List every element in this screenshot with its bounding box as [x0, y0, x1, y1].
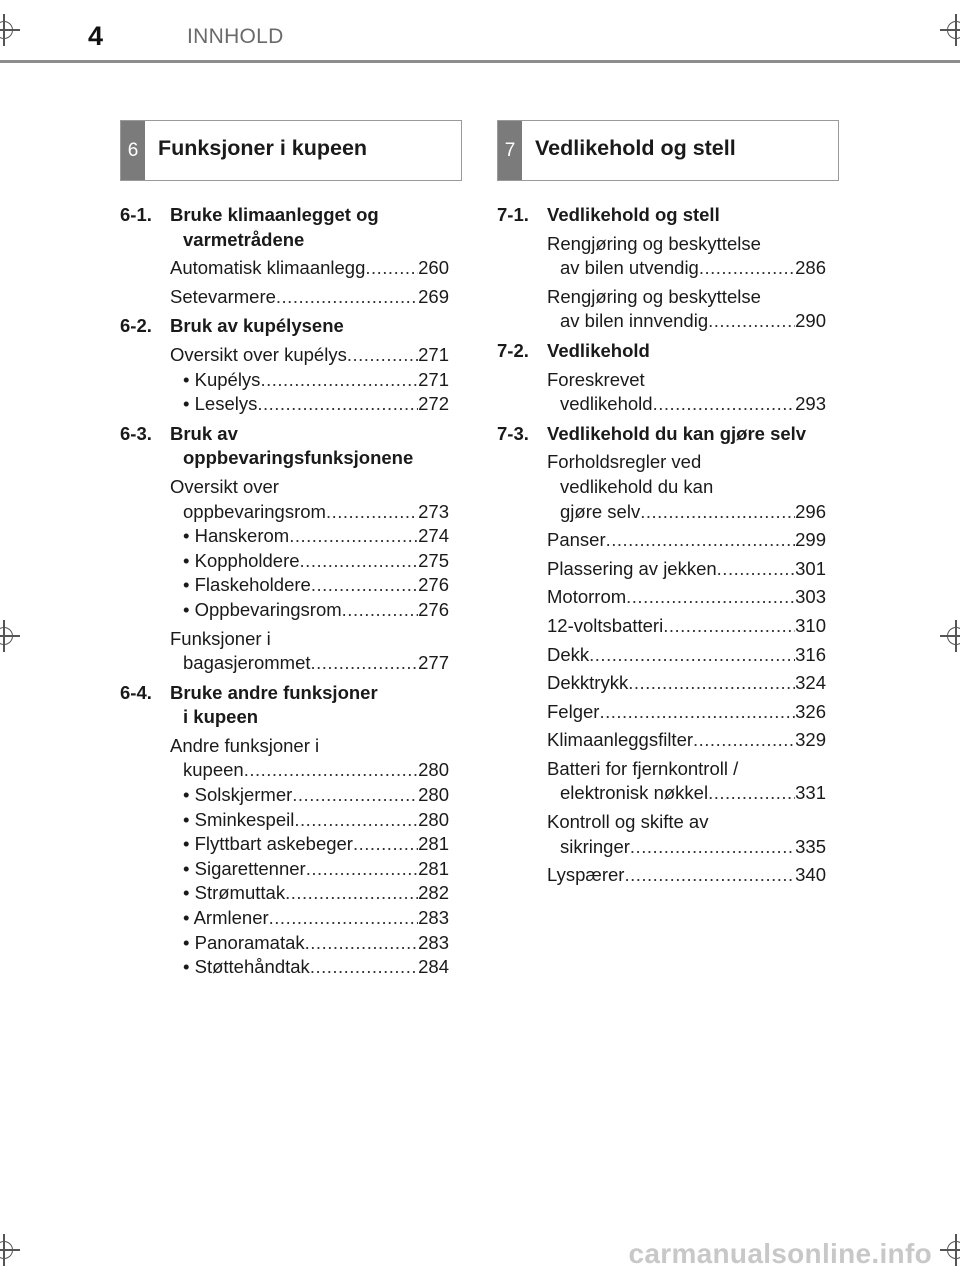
- toc-entry[interactable]: [497, 671, 826, 696]
- toc-page-number: 283: [418, 907, 449, 929]
- toc-entry-line[interactable]: [547, 309, 826, 334]
- dot-leader: [630, 835, 795, 860]
- toc-entry-line[interactable]: [547, 643, 826, 668]
- chapter-title: [170, 204, 449, 252]
- dot-leader: [353, 832, 418, 857]
- dot-leader: [311, 573, 418, 598]
- toc-entry-line[interactable]: [547, 781, 826, 806]
- toc-entry-text: • Kupélys: [183, 368, 261, 390]
- section-title: Funksjoner i kupeen: [158, 136, 368, 160]
- toc-entry-text: Dekk: [547, 643, 590, 665]
- toc-bullet-item[interactable]: [170, 524, 449, 549]
- toc-page-number: 276: [418, 598, 449, 620]
- toc-page-number: 276: [418, 574, 449, 596]
- toc-page-number: 286: [795, 257, 826, 279]
- toc-entry-text: • Flyttbart askebeger: [183, 833, 353, 855]
- dot-leader: [606, 528, 796, 553]
- toc-page-number: 296: [795, 500, 826, 522]
- chapter-title: [547, 423, 806, 444]
- section-number: 7: [498, 121, 522, 180]
- toc-entry[interactable]: [497, 450, 826, 524]
- toc-page-number: 331: [795, 782, 826, 804]
- toc-entry-line[interactable]: [547, 700, 826, 725]
- toc-entry-line[interactable]: [547, 614, 826, 639]
- toc-page-number: 271: [418, 368, 449, 390]
- dot-leader: [699, 256, 795, 281]
- toc-page-number: 326: [795, 700, 826, 722]
- chapter-number: 7-1.: [497, 204, 529, 225]
- dot-leader: [311, 651, 419, 676]
- toc-entry-line[interactable]: [547, 557, 826, 582]
- dot-leader: [708, 309, 795, 334]
- chapter-title: [547, 204, 720, 225]
- toc-page-number: 273: [418, 500, 449, 522]
- toc-entry-text: Kontroll og skifte av: [547, 811, 709, 833]
- toc-entry-line: [547, 757, 826, 782]
- toc-entry-text: oppbevaringsrom: [183, 500, 326, 522]
- dot-leader: [300, 549, 419, 574]
- toc-entry-line: [170, 627, 449, 652]
- toc-bullet-item[interactable]: [170, 955, 449, 980]
- toc-entry-line: [547, 475, 826, 500]
- toc-entry-line[interactable]: [547, 863, 826, 888]
- toc-entry[interactable]: [497, 728, 826, 753]
- toc-entry-line[interactable]: [170, 285, 449, 310]
- toc-entry-text: • Strømuttak: [183, 882, 286, 904]
- toc-entry-line[interactable]: [170, 343, 449, 368]
- toc-page-number: 280: [418, 759, 449, 781]
- toc-page-number: 272: [418, 393, 449, 415]
- toc-entry-line[interactable]: [547, 585, 826, 610]
- toc-entry[interactable]: [497, 368, 826, 417]
- toc-entry[interactable]: [120, 343, 449, 417]
- toc-bullet-item[interactable]: [170, 368, 449, 393]
- toc-entry-line[interactable]: [170, 651, 449, 676]
- toc-page-number: 324: [795, 672, 826, 694]
- chapter-title-line: Bruke andre funksjoner: [170, 681, 378, 703]
- toc-entry-text: elektronisk nøkkel: [560, 782, 709, 804]
- toc-entry-text: Oversikt over kupélys: [170, 343, 347, 365]
- toc-entry-text: • Oppbevaringsrom: [183, 598, 342, 620]
- toc-chapter-heading: [497, 339, 826, 364]
- section-number: 6: [121, 121, 145, 180]
- toc-entry-text: Forholdsregler ved: [547, 451, 702, 473]
- toc-chapter-heading: [497, 203, 826, 228]
- toc-entry-text: Felger: [547, 700, 600, 722]
- toc-entry-line: [170, 734, 449, 759]
- toc-page-number: 335: [795, 835, 826, 857]
- toc-entry[interactable]: [120, 475, 449, 623]
- toc-page-number: 290: [795, 310, 826, 332]
- dot-leader: [289, 524, 418, 549]
- toc-entry-line[interactable]: [547, 728, 826, 753]
- toc-entry[interactable]: [497, 700, 826, 725]
- toc-entry-line[interactable]: [170, 256, 449, 281]
- dot-leader: [260, 368, 418, 393]
- toc-entry-text: Rengjøring og beskyttelse: [547, 285, 761, 307]
- toc-entry-text: Motorrom: [547, 586, 627, 608]
- toc-entry-line[interactable]: [547, 671, 826, 696]
- toc-entry-text: av bilen innvendig: [560, 310, 709, 332]
- toc-entry-text: bagasjerommet: [183, 652, 311, 674]
- toc-page-number: 282: [418, 882, 449, 904]
- toc-entry-text: vedlikehold du kan: [560, 475, 714, 497]
- toc-entry[interactable]: [120, 627, 449, 676]
- toc-entry-text: Batteri for fjernkontroll /: [547, 757, 739, 779]
- dot-leader: [708, 781, 795, 806]
- dot-leader: [347, 343, 418, 368]
- toc-bullet-item[interactable]: [170, 906, 449, 931]
- toc-entry[interactable]: [497, 810, 826, 859]
- toc-bullet-item[interactable]: [170, 573, 449, 598]
- toc-entry[interactable]: [120, 285, 449, 310]
- dot-leader: [663, 614, 795, 639]
- chapter-title: [170, 423, 449, 471]
- toc-entry-line: [547, 810, 826, 835]
- toc-entry-text: Rengjøring og beskyttelse: [547, 232, 761, 254]
- toc-entry-text: • Koppholdere: [183, 549, 300, 571]
- dot-leader: [624, 863, 795, 888]
- toc-entry-text: Lyspærer: [547, 864, 625, 886]
- toc-chapter-heading: [120, 203, 449, 252]
- toc-entry-text: sikringer: [560, 835, 630, 857]
- dot-leader: [292, 783, 418, 808]
- toc-bullet-item[interactable]: [170, 549, 449, 574]
- toc-entry[interactable]: [120, 256, 449, 281]
- dot-leader: [653, 392, 796, 417]
- chapter-number: 7-2.: [497, 339, 529, 361]
- toc-entry-text: Andre funksjoner i: [170, 734, 320, 756]
- toc-entry[interactable]: [497, 285, 826, 334]
- toc-page-number: 260: [418, 257, 449, 279]
- toc-entry-line[interactable]: [547, 500, 826, 525]
- chapter-title-line: Bruk av kupélysene: [170, 315, 344, 337]
- toc-entry-text: av bilen utvendig: [560, 257, 699, 279]
- page-title: INNHOLD: [187, 25, 284, 48]
- toc-bullet-item[interactable]: [170, 881, 449, 906]
- toc-entry-line[interactable]: [170, 500, 449, 525]
- toc-entry-text: • Solskjermer: [183, 784, 293, 806]
- chapter-number: 6-3.: [120, 422, 152, 444]
- dot-leader: [589, 643, 795, 668]
- chapter-title-line: Vedlikehold og stell: [547, 204, 720, 225]
- toc-bullet-item[interactable]: [170, 598, 449, 623]
- dot-leader: [599, 700, 795, 725]
- section-title: Vedlikehold og stell: [535, 136, 736, 160]
- toc-chapter-heading: [120, 681, 449, 730]
- toc-entry[interactable]: [497, 557, 826, 582]
- toc-page-number: 275: [418, 549, 449, 571]
- toc-page-number: 329: [795, 729, 826, 751]
- dot-leader: [342, 598, 418, 623]
- toc-entry-line: [547, 285, 826, 310]
- chapter-number: 6-2.: [120, 315, 152, 337]
- toc-entry-text: Panser: [547, 529, 606, 551]
- toc-entry-text: 12-voltsbatteri: [547, 614, 664, 636]
- chapter-title-line: i kupeen: [183, 706, 259, 728]
- chapter-title: [170, 682, 449, 730]
- chapter-title-line: oppbevaringsfunksjonene: [183, 447, 414, 469]
- toc-entry[interactable]: [497, 863, 826, 888]
- chapter-title-line: varmetrådene: [183, 228, 305, 250]
- toc-chapter-heading: [120, 422, 449, 471]
- toc-page-number: 281: [418, 833, 449, 855]
- section-header-left: [120, 120, 462, 181]
- dot-leader: [365, 256, 418, 281]
- chapter-title-line: Vedlikehold: [547, 339, 650, 361]
- toc-page-number: 301: [795, 557, 826, 579]
- dot-leader: [717, 557, 795, 582]
- toc-entry-text: Oversikt over: [170, 475, 279, 497]
- toc-chapter-heading: [120, 314, 449, 339]
- toc-chapter-heading: [497, 422, 826, 447]
- toc-entry-text: Plassering av jekken: [547, 557, 717, 579]
- toc-entry-text: Setevarmere: [170, 285, 276, 307]
- toc-entry[interactable]: [497, 614, 826, 639]
- toc-column-left: [120, 203, 449, 980]
- chapter-title: [170, 315, 344, 336]
- toc-entry[interactable]: [497, 585, 826, 610]
- toc-entry-text: • Støttehåndtak: [183, 956, 310, 978]
- toc-entry-text: • Leselys: [183, 393, 258, 415]
- toc-entry-text: Klimaanleggsfilter: [547, 729, 694, 751]
- toc-entry-text: Foreskrevet: [547, 368, 645, 390]
- toc-entry-text: • Hanskerom: [183, 525, 290, 547]
- toc-entry-text: • Flaskeholdere: [183, 574, 311, 596]
- page-number: 4: [88, 21, 104, 51]
- toc-entry-line[interactable]: [547, 528, 826, 553]
- dot-leader: [257, 392, 418, 417]
- dot-leader: [306, 857, 418, 882]
- chapter-title-line: Vedlikehold du kan gjøre selv: [547, 422, 807, 444]
- watermark: carmanualsonline.info: [628, 1238, 932, 1269]
- toc-entry[interactable]: [120, 734, 449, 980]
- dot-leader: [310, 955, 418, 980]
- toc-entry[interactable]: [497, 232, 826, 281]
- toc-entry-line: [170, 475, 449, 500]
- section-header-right: [497, 120, 839, 181]
- dot-leader: [244, 758, 418, 783]
- toc-entry-line: [547, 450, 826, 475]
- toc-entry-text: gjøre selv: [560, 500, 641, 522]
- header-rule: [0, 60, 960, 63]
- toc-page-number: 274: [418, 525, 449, 547]
- toc-entry-text: • Armlener: [183, 907, 269, 929]
- toc-entry-text: • Sigarettenner: [183, 857, 306, 879]
- toc-entry-text: • Sminkespeil: [183, 808, 295, 830]
- toc-page-number: 280: [418, 784, 449, 806]
- chapter-title: [547, 340, 650, 361]
- toc-entry[interactable]: [497, 757, 826, 806]
- toc-bullet-item[interactable]: [170, 931, 449, 956]
- toc-page-number: 284: [418, 956, 449, 978]
- toc-entry-text: Dekktrykk: [547, 672, 629, 694]
- toc-entry-text: • Panoramatak: [183, 931, 305, 953]
- toc-page-number: 303: [795, 586, 826, 608]
- dot-leader: [276, 285, 418, 310]
- toc-page-number: 293: [795, 393, 826, 415]
- dot-leader: [305, 931, 418, 956]
- toc-page-number: 280: [418, 808, 449, 830]
- toc-page-number: 271: [418, 343, 449, 365]
- toc-entry-line[interactable]: [547, 392, 826, 417]
- chapter-title-line: Bruk av: [170, 422, 238, 444]
- toc-page-number: 299: [795, 529, 826, 551]
- toc-page-number: 316: [795, 643, 826, 665]
- dot-leader: [693, 728, 795, 753]
- dot-leader: [626, 585, 795, 610]
- toc-entry[interactable]: [497, 643, 826, 668]
- toc-bullet-item[interactable]: [170, 808, 449, 833]
- dot-leader: [326, 500, 418, 525]
- chapter-title-line: Bruke klimaanlegget og: [170, 204, 379, 225]
- dot-leader: [640, 500, 795, 525]
- chapter-number: 7-3.: [497, 422, 529, 444]
- toc-entry-text: Funksjoner i: [170, 627, 271, 649]
- toc-page-number: 283: [418, 931, 449, 953]
- dot-leader: [269, 906, 418, 931]
- dot-leader: [628, 671, 795, 696]
- chapter-number: 6-1.: [120, 204, 152, 225]
- toc-bullet-item[interactable]: [170, 392, 449, 417]
- toc-column-right: [497, 203, 826, 888]
- toc-entry-line[interactable]: [547, 835, 826, 860]
- toc-entry-text: vedlikehold: [560, 393, 653, 415]
- toc-bullet-item[interactable]: [170, 783, 449, 808]
- toc-entry-line[interactable]: [547, 256, 826, 281]
- dot-leader: [294, 808, 418, 833]
- toc-entry-line[interactable]: [170, 758, 449, 783]
- dot-leader: [285, 881, 418, 906]
- toc-bullet-item[interactable]: [170, 857, 449, 882]
- toc-bullet-item[interactable]: [170, 832, 449, 857]
- toc-entry-line: [547, 368, 826, 393]
- toc-page-number: 269: [418, 285, 449, 307]
- toc-page-number: 281: [418, 857, 449, 879]
- toc-entry-text: Automatisk klimaanlegg: [170, 257, 366, 279]
- toc-page-number: 277: [418, 652, 449, 674]
- toc-entry-line: [547, 232, 826, 257]
- toc-page-number: 340: [795, 864, 826, 886]
- toc-entry[interactable]: [497, 528, 826, 553]
- toc-page-number: 310: [795, 614, 826, 636]
- chapter-number: 6-4.: [120, 681, 152, 703]
- toc-entry-text: kupeen: [183, 759, 244, 781]
